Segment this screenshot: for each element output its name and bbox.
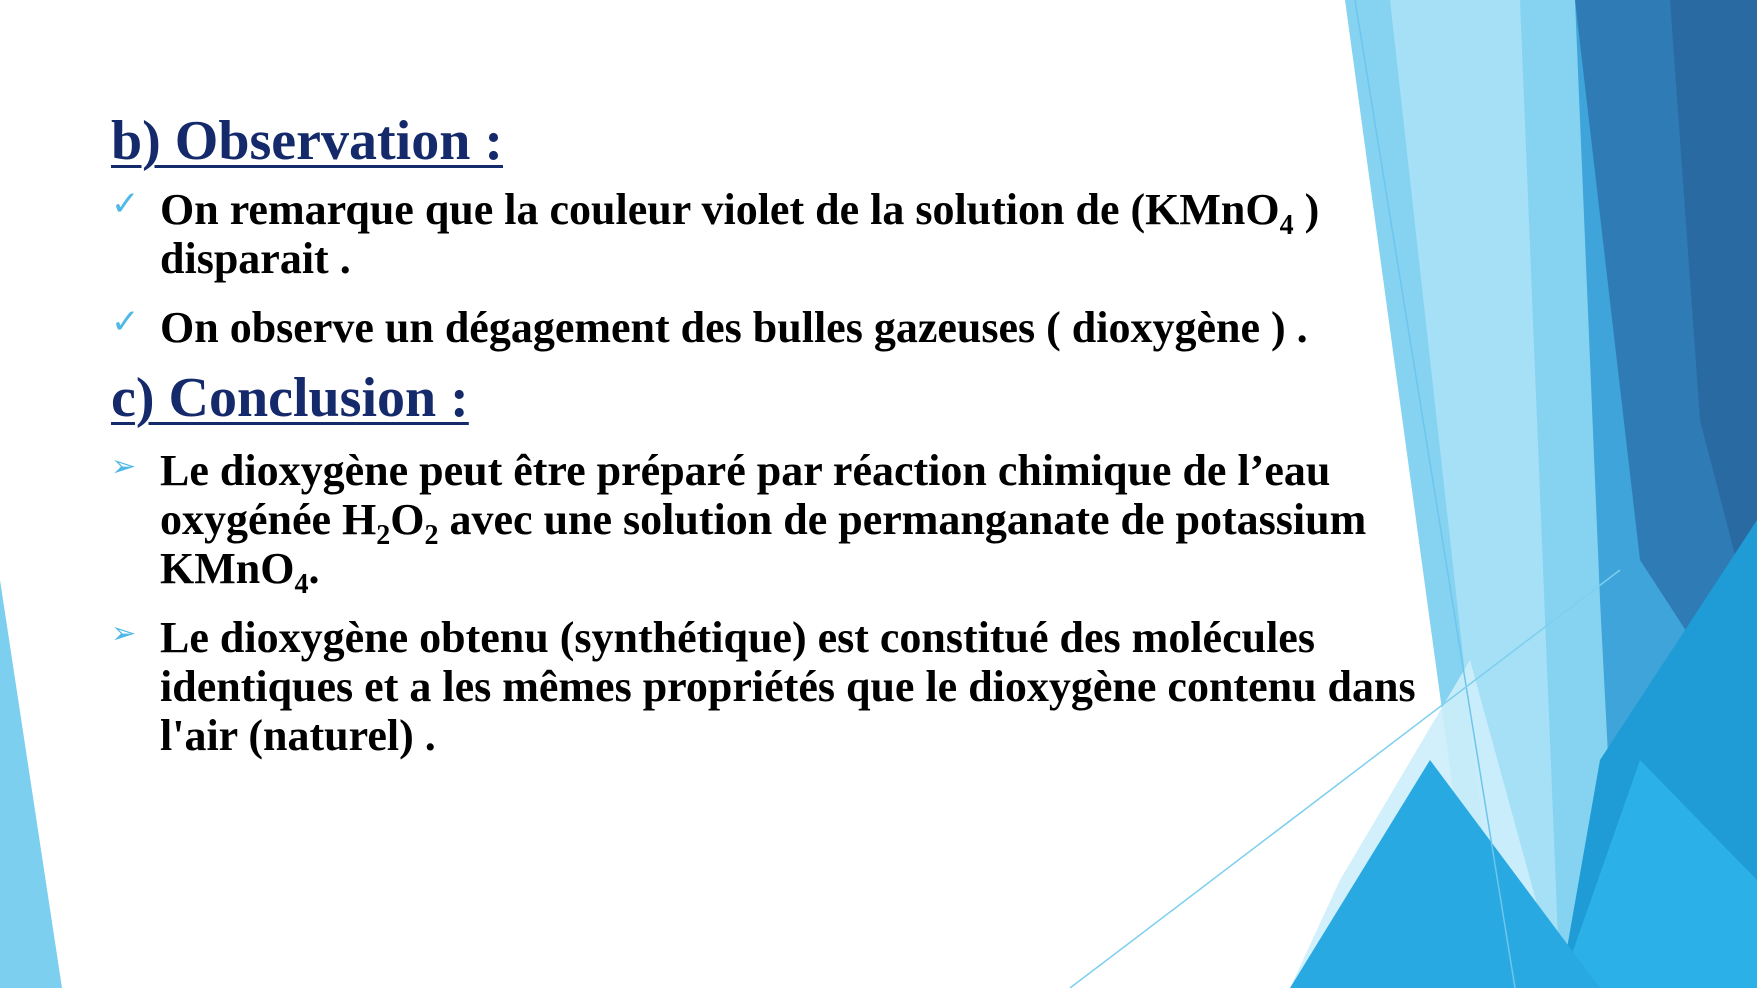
arrow-right-icon: ➢ [111, 616, 137, 651]
observation-item-1-text [160, 185, 1671, 283]
text-line: On remarque que la couleur violet de la solution de (KMnO$_4$ ) [160, 185, 1320, 241]
conclusion-item-2-text [160, 613, 1671, 760]
text-line: identiques et a les mêmes propriétés que le dioxygène contenu dans [160, 662, 1416, 711]
text-line: l'air (naturel) . [160, 711, 436, 760]
arrow-right-icon: ➢ [111, 449, 137, 484]
conclusion-heading: c) Conclusion : [111, 367, 469, 429]
observation-heading: b) Observation : [111, 110, 503, 172]
text-line: Le dioxygène obtenu (synthétique) est constitué des molécules [160, 613, 1315, 662]
text-line: Le dioxygène peut être préparé par réaction chimique de l’eau [160, 446, 1331, 495]
text-line: On observe un dégagement des bulles gazeuses ( dioxygène ) . [160, 303, 1308, 352]
check-icon: ✓ [111, 184, 140, 224]
conclusion-item-1-text [160, 446, 1671, 600]
conclusion-item-1 [111, 446, 1671, 600]
observation-item-1 [111, 185, 1671, 283]
text-line: KMnO$_4$. [160, 544, 320, 600]
conclusion-item-2 [111, 613, 1671, 760]
observation-item-2 [111, 303, 1671, 352]
text-line: oxygénée $H_2O_2$ avec une solution de permanganate de potassium [160, 495, 1367, 551]
check-icon: ✓ [111, 302, 140, 342]
text-line: disparait . [160, 234, 351, 283]
observation-item-2-text [160, 303, 1671, 352]
